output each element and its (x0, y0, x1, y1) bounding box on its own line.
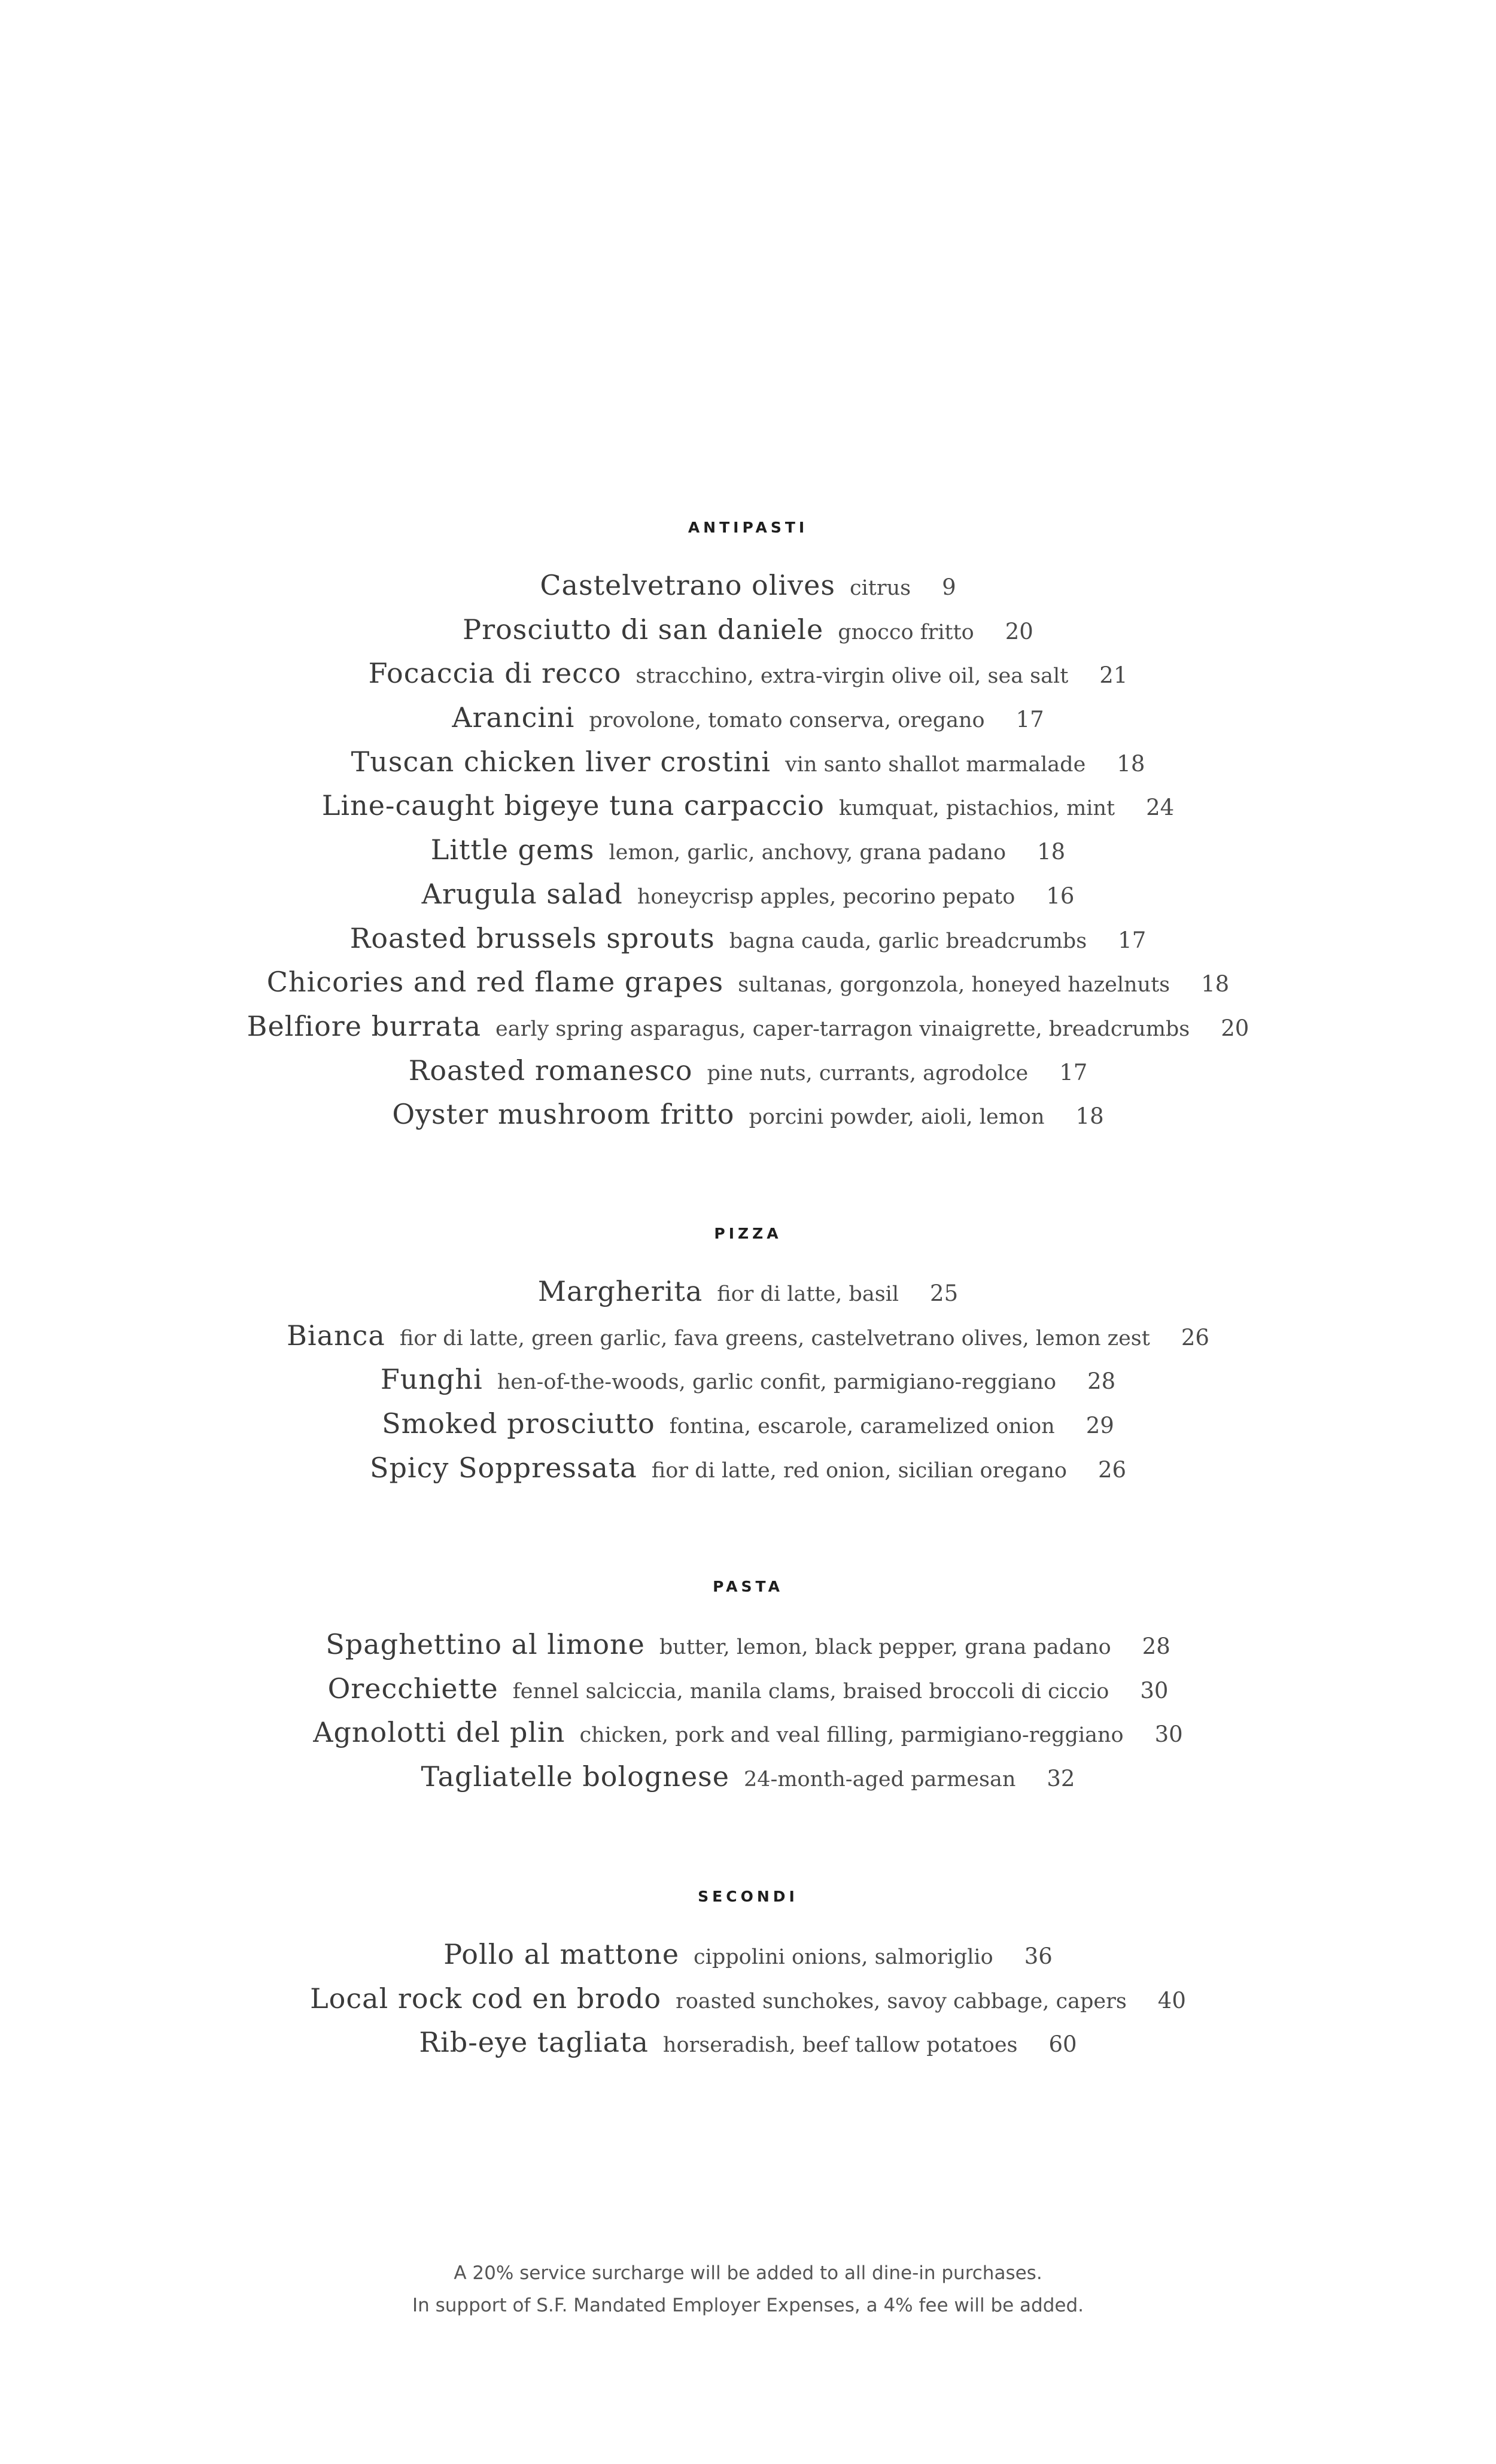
menu-item (0, 1977, 1496, 2021)
item-price: 18 (1075, 1103, 1104, 1130)
item-name: Spaghettino al limone (326, 1628, 645, 1660)
menu-item (0, 828, 1496, 872)
item-description: stracchino, extra-virgin olive oil, sea salt (636, 664, 1069, 689)
item-name: Chicories and red flame grapes (266, 966, 724, 999)
employer-fee-note: In support of S.F. Mandated Employer Expenses, a 4% fee will be added. (412, 2295, 1084, 2316)
item-description: fennel salciccia, manila clams, braised broccoli di ciccio (512, 1679, 1109, 1703)
menu-item (0, 917, 1496, 961)
item-name: Agnolotti del plin (313, 1716, 565, 1749)
antipasti-heading: ANTIPASTI (688, 519, 808, 536)
item-price: 18 (1117, 750, 1145, 777)
item-name: Margherita (537, 1275, 703, 1307)
item-description: hen-of-the-woods, garlic confit, parmigiano-reggiano (497, 1370, 1057, 1395)
item-name: Funghi (380, 1363, 483, 1396)
item-price: 28 (1087, 1368, 1116, 1395)
item-description: kumquat, pistachios, mint (838, 796, 1115, 821)
surcharge-note: A 20% service surcharge will be added to all dine-in purchases. (454, 2262, 1042, 2284)
menu-item (0, 1358, 1496, 1402)
item-price: 20 (1221, 1015, 1249, 1041)
item-description: cippolini onions, salmoriglio (694, 1945, 993, 1969)
item-description: fior di latte, basil (717, 1282, 899, 1306)
item-description: roasted sunchokes, savoy cabbage, capers (676, 1989, 1127, 2013)
item-name: Oyster mushroom fritto (392, 1098, 735, 1131)
menu-item (0, 1049, 1496, 1093)
menu-item (0, 608, 1496, 652)
item-description: horseradish, beef tallow potatoes (662, 2033, 1018, 2058)
item-name: Spicy Soppressata (369, 1451, 637, 1484)
menu-item (0, 2021, 1496, 2065)
item-description: early spring asparagus, caper-tarragon vinaigrette, breadcrumbs (495, 1017, 1190, 1041)
pasta-section (0, 1575, 1496, 1799)
item-description: honeycrisp apples, pecorino pepato (637, 884, 1015, 909)
pizza-section (0, 1222, 1496, 1490)
antipasti-list (0, 564, 1496, 1137)
menu-item (0, 1314, 1496, 1358)
menu-item (0, 960, 1496, 1005)
item-description: bagna cauda, garlic breadcrumbs (729, 929, 1087, 953)
menu-item (0, 1446, 1496, 1490)
item-name: Focaccia di recco (368, 657, 622, 690)
item-price: 21 (1099, 662, 1128, 689)
item-price: 29 (1085, 1413, 1114, 1439)
pasta-list (0, 1623, 1496, 1799)
item-price: 18 (1201, 971, 1230, 997)
item-price: 28 (1142, 1633, 1170, 1659)
item-description: pine nuts, currants, agrodolce (707, 1061, 1029, 1085)
menu-item (0, 1711, 1496, 1755)
item-price: 9 (942, 574, 956, 600)
item-name: Local rock cod en brodo (310, 1982, 662, 2015)
item-name: Prosciutto di san daniele (463, 613, 824, 646)
item-name: Roasted brussels sprouts (349, 921, 715, 954)
item-name: Tuscan chicken liver crostini (351, 745, 771, 778)
secondi-section (0, 1885, 1496, 2065)
item-name: Little gems (430, 833, 595, 866)
menu-item (0, 872, 1496, 917)
item-price: 26 (1181, 1324, 1209, 1350)
item-description: 24-month-aged parmesan (744, 1768, 1016, 1792)
item-description: chicken, pork and veal filling, parmigiano-reggiano (579, 1723, 1124, 1748)
item-name: Castelvetrano olives (540, 569, 835, 601)
menu-item (0, 652, 1496, 696)
menu-item (0, 1623, 1496, 1667)
item-price: 17 (1118, 927, 1147, 953)
secondi-list (0, 1933, 1496, 2065)
item-price: 18 (1037, 839, 1066, 865)
menu-item (0, 1093, 1496, 1137)
item-price: 30 (1140, 1677, 1169, 1703)
item-name: Arancini (452, 701, 575, 734)
item-description: gnocco fritto (838, 620, 974, 644)
menu-item (0, 1402, 1496, 1446)
pizza-heading: PIZZA (714, 1225, 782, 1242)
secondi-heading: SECONDI (698, 1888, 798, 1905)
menu-item (0, 1270, 1496, 1314)
item-price: 32 (1047, 1766, 1075, 1792)
item-price: 17 (1015, 707, 1044, 733)
item-name: Pollo al mattone (443, 1938, 680, 1970)
item-name: Smoked prosciutto (382, 1407, 655, 1440)
item-description: fior di latte, green garlic, fava greens, castelvetrano olives, lemon zest (399, 1326, 1150, 1350)
item-price: 26 (1097, 1456, 1127, 1483)
menu-item (0, 564, 1496, 608)
item-name: Arugula salad (421, 877, 623, 910)
pizza-list (0, 1270, 1496, 1490)
item-description: citrus (849, 576, 911, 600)
item-description: lemon, garlic, anchovy, grana padano (609, 841, 1007, 865)
item-price: 16 (1046, 883, 1075, 909)
item-price: 30 (1154, 1721, 1183, 1748)
item-price: 20 (1005, 618, 1033, 644)
menu-item (0, 1933, 1496, 1977)
item-description: provolone, tomato conserva, oregano (589, 708, 985, 733)
item-description: sultanas, gorgonzola, honeyed hazelnuts (738, 973, 1170, 997)
item-price: 24 (1146, 795, 1175, 821)
item-description: porcini powder, aioli, lemon (749, 1105, 1045, 1130)
item-name: Tagliatelle bolognese (421, 1760, 729, 1793)
item-name: Orecchiette (327, 1672, 498, 1705)
item-name: Belfiore burrata (247, 1009, 482, 1042)
item-price: 25 (930, 1280, 959, 1306)
item-name: Roasted romanesco (408, 1054, 693, 1087)
menu-item (0, 784, 1496, 828)
antipasti-section (0, 516, 1496, 1137)
menu-item (0, 1005, 1496, 1049)
menu-item (0, 696, 1496, 740)
item-price: 36 (1024, 1943, 1053, 1969)
item-price: 40 (1157, 1987, 1186, 2013)
pasta-heading: PASTA (713, 1578, 783, 1595)
menu-item (0, 1755, 1496, 1799)
item-description: butter, lemon, black pepper, grana padano (659, 1635, 1111, 1659)
menu-item (0, 740, 1496, 784)
item-description: vin santo shallot marmalade (785, 752, 1086, 777)
item-price: 17 (1059, 1059, 1088, 1085)
item-description: fior di latte, red onion, sicilian oregano (651, 1458, 1067, 1483)
item-name: Bianca (287, 1319, 385, 1352)
footer-note (0, 2257, 1496, 2322)
item-name: Line-caught bigeye tuna carpaccio (321, 789, 825, 822)
item-price: 60 (1048, 2031, 1077, 2058)
item-name: Rib-eye tagliata (419, 2026, 649, 2059)
item-description: fontina, escarole, caramelized onion (669, 1414, 1055, 1439)
menu-item (0, 1667, 1496, 1711)
